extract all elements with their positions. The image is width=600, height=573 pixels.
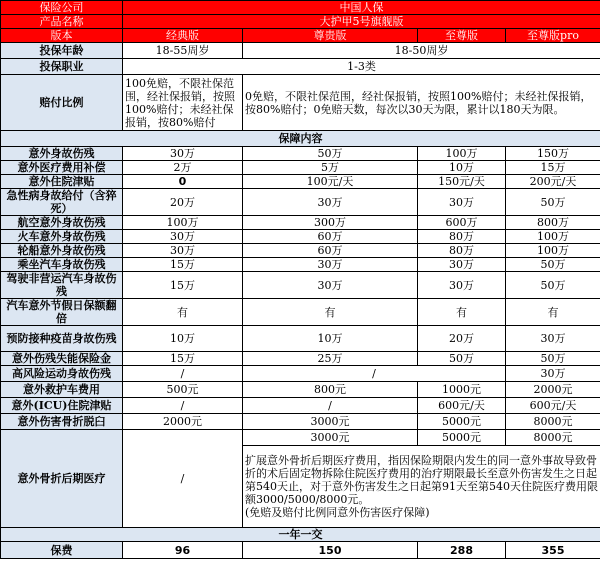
table-cell: 100万 <box>506 230 600 244</box>
table-cell: 30万 <box>418 272 506 299</box>
table-cell: / <box>123 398 243 414</box>
table-cell: 500元 <box>123 382 243 398</box>
product-value: 大护甲5号旗舰版 <box>123 15 600 29</box>
table-cell: 30万 <box>123 147 243 161</box>
table-row <box>1 147 600 161</box>
post-fracture-classic: / <box>123 430 243 528</box>
company-label: 保险公司 <box>1 1 123 15</box>
table-cell: / <box>243 366 506 382</box>
table-cell: 1000元 <box>418 382 506 398</box>
table-cell: 0 <box>123 175 243 189</box>
table-cell: 有 <box>418 299 506 326</box>
occupation-label: 投保职业 <box>1 59 123 75</box>
table-cell: 5000元 <box>418 414 506 430</box>
table-cell: 有 <box>123 299 243 326</box>
table-cell: 300万 <box>243 216 418 230</box>
post-fracture-supreme-pro: 8000元 <box>506 430 600 446</box>
table-cell: 10万 <box>243 326 418 352</box>
table-row <box>1 272 600 299</box>
table-cell: 30万 <box>506 366 600 382</box>
post-fracture-supreme: 5000元 <box>418 430 506 446</box>
table-row-label: 汽车意外节假日保额翻倍 <box>1 299 123 326</box>
payout-label: 赔付比例 <box>1 75 123 131</box>
table-cell: 600万 <box>418 216 506 230</box>
table-cell: 600元/天 <box>506 398 600 414</box>
table-cell: 200元/天 <box>506 175 600 189</box>
table-row <box>1 352 600 366</box>
table-row-label: 急性病身故给付（含猝死） <box>1 189 123 216</box>
table-cell: 10万 <box>418 161 506 175</box>
table-cell: 15万 <box>123 272 243 299</box>
post-fracture-premium: 3000元 <box>243 430 418 446</box>
premium-supreme: 288 <box>418 542 506 559</box>
table-cell: 100万 <box>123 216 243 230</box>
post-fracture-desc-main: 扩展意外骨折后期医疗费用，指因保险期限内发生的同一意外事故导致骨折的术后固定物拆除住院医疗费用的治疗期限最长至意外伤害发生之日起第540天止，对于意外伤害发生之日起第91天至第540天住院医疗费用限额3000/5000/8000元。 <box>245 454 598 506</box>
table-cell: 20万 <box>418 326 506 352</box>
table-cell: 30万 <box>243 272 418 299</box>
table-cell: 30万 <box>418 189 506 216</box>
age-label: 投保年龄 <box>1 43 123 59</box>
table-cell: 100元/天 <box>243 175 418 189</box>
table-cell: 15万 <box>506 161 600 175</box>
section-title: 保障内容 <box>1 131 600 147</box>
table-cell: 8000元 <box>506 414 600 430</box>
table-row-label: 高风险运动身故伤残 <box>1 366 123 382</box>
table-row <box>1 326 600 352</box>
table-cell: 5万 <box>243 161 418 175</box>
table-cell: 30万 <box>418 258 506 272</box>
table-row-label: 意外医疗费用补偿 <box>1 161 123 175</box>
table-row-label: 意外(ICU)住院津贴 <box>1 398 123 414</box>
table-row-label: 乘坐汽车身故伤残 <box>1 258 123 272</box>
product-label: 产品名称 <box>1 15 123 29</box>
table-cell: 30万 <box>243 258 418 272</box>
table-row-label: 意外伤害骨折脱臼 <box>1 414 123 430</box>
table-row <box>1 258 600 272</box>
table-row-label: 意外救护车费用 <box>1 382 123 398</box>
table-row-label: 意外身故伤残 <box>1 147 123 161</box>
table-row <box>1 161 600 175</box>
table-cell: 2000元 <box>123 414 243 430</box>
table-cell: 150万 <box>506 147 600 161</box>
table-cell: 50万 <box>506 272 600 299</box>
plan-classic: 经典版 <box>123 29 243 43</box>
payment-term: 一年一交 <box>1 528 600 542</box>
table-cell: 60万 <box>243 230 418 244</box>
table-cell: 50万 <box>506 189 600 216</box>
table-cell: / <box>123 366 243 382</box>
table-cell: 10万 <box>123 326 243 352</box>
table-row-label: 火车意外身故伤残 <box>1 230 123 244</box>
table-cell: 150元/天 <box>418 175 506 189</box>
table-row-label: 航空意外身故伤残 <box>1 216 123 230</box>
table-row <box>1 299 600 326</box>
plan-label: 版本 <box>1 29 123 43</box>
table-row <box>1 189 600 216</box>
table-cell: 15万 <box>123 352 243 366</box>
table-cell: 15万 <box>123 258 243 272</box>
plan-supreme-pro: 至尊版pro <box>506 29 600 43</box>
table-row <box>1 216 600 230</box>
company-value: 中国人保 <box>123 1 600 15</box>
table-cell: 60万 <box>243 244 418 258</box>
table-cell: 30万 <box>123 244 243 258</box>
table-cell: 600元/天 <box>418 398 506 414</box>
table-row-label: 意外住院津贴 <box>1 175 123 189</box>
post-fracture-description <box>243 446 600 528</box>
premium-classic: 96 <box>123 542 243 559</box>
plan-supreme: 至尊版 <box>418 29 506 43</box>
table-cell: 800元 <box>243 382 418 398</box>
table-row-label: 意外伤残失能保险金 <box>1 352 123 366</box>
table-cell: 30万 <box>123 230 243 244</box>
table-cell: 30万 <box>506 326 600 352</box>
age-others: 18-50周岁 <box>243 43 600 59</box>
payout-others: 0免赔，不限社保范围，经社保报销，按照100%赔付；未经社保报销，按80%赔付；0免赔天数，每次以30天为限，累计以180天为限。 <box>243 75 600 131</box>
plan-premium: 尊贵版 <box>243 29 418 43</box>
table-row <box>1 175 600 189</box>
post-fracture-label: 意外骨折后期医疗 <box>1 430 123 528</box>
premium-premium: 150 <box>243 542 418 559</box>
table-row <box>1 244 600 258</box>
table-cell: 100万 <box>506 244 600 258</box>
table-cell: 25万 <box>243 352 418 366</box>
table-cell: 50万 <box>418 352 506 366</box>
table-cell: 800万 <box>506 216 600 230</box>
table-cell: 20万 <box>123 189 243 216</box>
table-row-label: 预防接种疫苗身故伤残 <box>1 326 123 352</box>
premium-supreme-pro: 355 <box>506 542 600 559</box>
table-row-label: 驾驶非营运汽车身故伤残 <box>1 272 123 299</box>
table-row <box>1 230 600 244</box>
premium-label: 保费 <box>1 542 123 559</box>
coverage-rows <box>1 147 600 366</box>
table-cell: 有 <box>243 299 418 326</box>
table-cell: 3000元 <box>243 414 418 430</box>
table-cell: 2万 <box>123 161 243 175</box>
table-cell: 有 <box>506 299 600 326</box>
table-cell: / <box>243 398 418 414</box>
table-cell: 30万 <box>243 189 418 216</box>
table-cell: 50万 <box>243 147 418 161</box>
table-cell: 2000元 <box>506 382 600 398</box>
table-cell: 80万 <box>418 244 506 258</box>
age-classic: 18-55周岁 <box>123 43 243 59</box>
table-cell: 80万 <box>418 230 506 244</box>
occupation-value: 1-3类 <box>123 59 600 75</box>
table-cell: 50万 <box>506 258 600 272</box>
table-cell: 50万 <box>506 352 600 366</box>
table-cell: 100万 <box>418 147 506 161</box>
table-row-label: 轮船意外身故伤残 <box>1 244 123 258</box>
payout-classic: 100免赔，不限社保范围，经社保报销，按照100%赔付；未经社保报销，按80%赔付 <box>123 75 243 131</box>
post-fracture-desc-note: (免赔及赔付比例同意外伤害医疗保障) <box>245 506 430 519</box>
